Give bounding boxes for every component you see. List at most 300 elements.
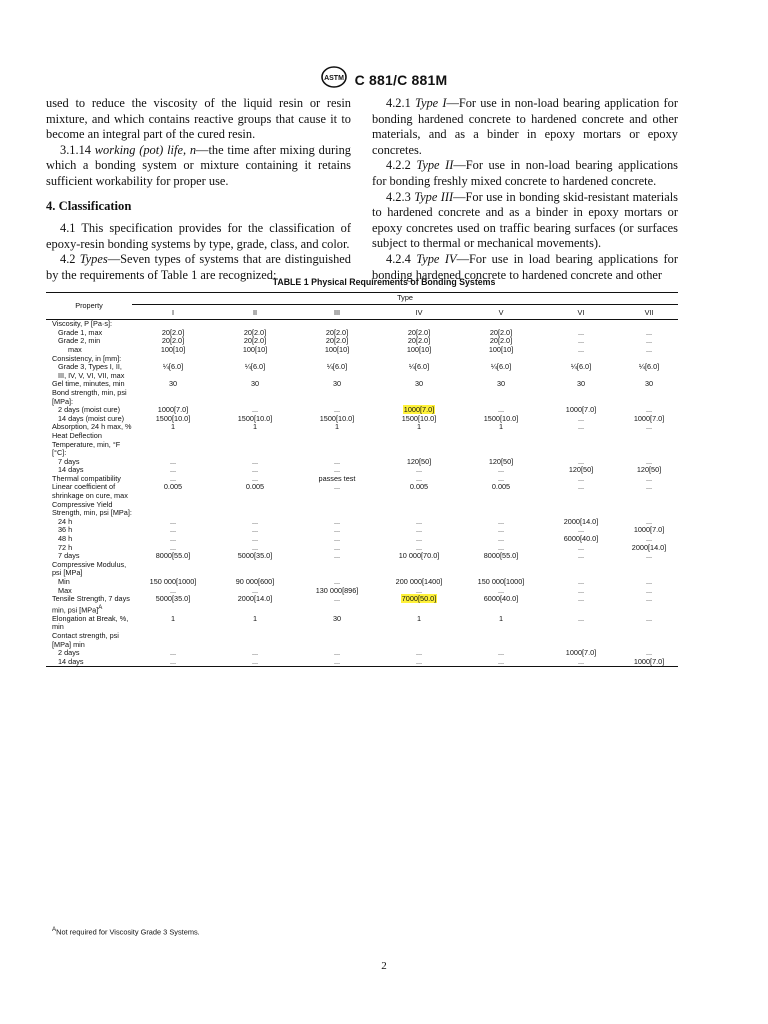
table-cell — [620, 423, 678, 432]
paragraph-3-1-14 — [46, 143, 351, 190]
cell-value: ... — [333, 594, 341, 604]
table-cell — [542, 423, 620, 432]
table-cell — [542, 483, 620, 500]
cell-value: 6000[40.0] — [563, 534, 599, 544]
type-iii-header: III — [296, 304, 378, 320]
row-label-text: Absorption, 24 h max, % — [52, 422, 132, 432]
cell-value: ... — [645, 336, 653, 346]
type-column-header: Type — [132, 293, 678, 305]
cell-value: ... — [645, 648, 653, 658]
paragraph-text: —For use in non-load bearing application for bonding hardened concrete to hardened concrete and other materials, and as a binder in epoxy mortars or epoxy concretes. — [372, 96, 678, 157]
cell-value: 1 — [170, 613, 176, 623]
cell-value: 20[2.0] — [161, 327, 185, 337]
section-number: 4.2.2 — [386, 158, 417, 173]
table-cell — [460, 380, 542, 389]
table-cell — [378, 483, 460, 500]
cell-value: ... — [497, 525, 505, 535]
row-label-text: 2 days (moist cure) — [58, 405, 121, 415]
table-row — [46, 615, 678, 632]
type-term: Type I — [414, 96, 447, 110]
cell-value: ... — [333, 465, 341, 475]
cell-value: 5000[35.0] — [155, 594, 191, 604]
table-cell — [214, 483, 296, 500]
cell-value: ¼[6.0] — [638, 362, 660, 372]
table-cell — [132, 658, 214, 667]
table-footnote — [52, 926, 200, 936]
table-row — [46, 363, 678, 380]
cell-value: 0.005 — [163, 482, 183, 492]
table-cell — [620, 389, 678, 406]
row-label-text: Min — [58, 577, 70, 586]
cell-value: ... — [645, 422, 653, 432]
table-cell — [378, 432, 460, 458]
cell-value: ... — [333, 534, 341, 544]
cell-value: ... — [251, 648, 259, 658]
table-cell — [460, 615, 542, 632]
table-cell — [542, 658, 620, 667]
cell-value: 0.005 — [491, 482, 511, 492]
table-cell — [214, 346, 296, 355]
table-cell — [132, 380, 214, 389]
row-label — [46, 632, 132, 649]
cell-value: 100[10] — [406, 344, 432, 354]
cell-value: ... — [333, 525, 341, 535]
cell-value: ... — [333, 516, 341, 526]
row-label — [46, 595, 132, 615]
footnote-marker: A — [52, 926, 57, 933]
table-cell — [620, 501, 678, 518]
table-cell — [460, 552, 542, 561]
table-cell — [214, 552, 296, 561]
cell-value: 100[10] — [160, 344, 186, 354]
cell-value: ... — [577, 473, 585, 483]
page-header — [0, 66, 768, 93]
table-cell — [542, 380, 620, 389]
cell-value: ... — [169, 585, 177, 595]
cell-value: ... — [645, 585, 653, 595]
row-label — [46, 501, 132, 518]
row-label — [46, 615, 132, 632]
cell-value: 30 — [576, 379, 586, 389]
cell-value: ... — [645, 473, 653, 483]
cell-value: ... — [645, 482, 653, 492]
cell-value: 100[10] — [488, 344, 514, 354]
cell-value: ... — [415, 516, 423, 526]
row-label-text: 24 h — [58, 516, 73, 526]
cell-value: 120[50] — [568, 465, 594, 475]
cell-value: ... — [333, 656, 341, 666]
table-cell — [460, 423, 542, 432]
cell-value: passes test — [318, 473, 356, 483]
table-row — [46, 483, 678, 500]
cell-value: ... — [415, 465, 423, 475]
table-cell — [620, 363, 678, 380]
cell-value: ... — [497, 585, 505, 595]
table-cell — [542, 432, 620, 458]
table-cell — [542, 552, 620, 561]
row-label-text: Gel time, minutes, min — [52, 379, 125, 389]
row-label-text: 14 days — [58, 656, 84, 666]
cell-value: 1 — [170, 422, 176, 432]
left-column — [46, 96, 351, 284]
cell-value: ¼[6.0] — [570, 362, 592, 372]
paragraph-text: —For use in non-load bearing applications for bonding freshly mixed concrete to hardened concrete. — [372, 158, 678, 188]
table-cell — [296, 483, 378, 500]
table-cell — [378, 423, 460, 432]
defined-term: Types — [79, 252, 108, 267]
table-cell — [460, 363, 542, 380]
cell-value: 1000[7.0] — [157, 405, 189, 415]
row-label — [46, 658, 132, 667]
table-cell — [620, 615, 678, 632]
row-label — [46, 561, 132, 578]
cell-value: 1500[10.0] — [483, 413, 519, 423]
row-label — [46, 363, 132, 380]
table-cell — [214, 432, 296, 458]
table-cell — [132, 561, 214, 578]
cell-value: ... — [333, 456, 341, 466]
section-number: 4.2.1 — [386, 96, 415, 110]
table-cell — [460, 483, 542, 500]
table-cell — [296, 632, 378, 649]
cell-value: ... — [333, 551, 341, 561]
row-label — [46, 483, 132, 500]
cell-value: ... — [577, 525, 585, 535]
table-cell — [296, 389, 378, 406]
table-title: TABLE 1 Physical Requirements of Bonding Systems — [272, 277, 496, 287]
paragraph-text: —For use in load bearing applications for bonding hardened concrete to hardened concrete and other — [372, 251, 678, 282]
cell-value: 1 — [334, 422, 340, 432]
cell-value: 1000[7.0] — [633, 656, 665, 666]
table-cell — [542, 346, 620, 355]
cell-value: 90 000[600] — [235, 577, 275, 586]
cell-value: ¼[6.0] — [326, 362, 348, 372]
cell-value: 30 — [414, 379, 424, 389]
cell-value: ... — [251, 465, 259, 475]
requirements-table — [46, 292, 678, 667]
cell-value: 20[2.0] — [325, 327, 349, 337]
type-iv-header: IV — [378, 304, 460, 320]
cell-value: 10 000[70.0] — [398, 551, 440, 561]
cell-value: ... — [497, 542, 505, 552]
cell-value: 1000[7.0] — [403, 405, 435, 415]
cell-value: ... — [251, 585, 259, 595]
cell-value: ... — [645, 327, 653, 337]
cell-value: 2000[14.0] — [237, 594, 273, 604]
table-cell — [296, 432, 378, 458]
table-cell — [214, 615, 296, 632]
cell-value: ... — [251, 542, 259, 552]
table-cell — [132, 363, 214, 380]
table-row — [46, 595, 678, 615]
requirements-table-container — [46, 292, 678, 667]
cell-value: 8000[55.0] — [483, 551, 519, 561]
cell-value: 120[50] — [488, 456, 514, 466]
cell-value: ... — [169, 534, 177, 544]
table-cell — [460, 658, 542, 667]
page-number: 2 — [381, 960, 387, 972]
cell-value: ... — [169, 656, 177, 666]
cell-value: ... — [577, 613, 585, 623]
table-cell — [460, 432, 542, 458]
table-cell — [620, 561, 678, 578]
type-vi-header: VI — [542, 304, 620, 320]
table-cell — [132, 615, 214, 632]
table-cell — [542, 632, 620, 649]
type-vii-header: VII — [620, 304, 678, 320]
table-cell — [214, 389, 296, 406]
row-label — [46, 389, 132, 406]
cell-value: ... — [415, 648, 423, 658]
section-number: 3.1.14 — [60, 142, 95, 157]
table-cell — [214, 658, 296, 667]
cell-value: ... — [497, 656, 505, 666]
table-cell — [132, 632, 214, 649]
cell-value: ... — [415, 656, 423, 666]
table-cell — [378, 658, 460, 667]
cell-value: ... — [497, 534, 505, 544]
cell-value: 6000[40.0] — [483, 594, 519, 604]
table-row — [46, 389, 678, 406]
cell-value: ... — [251, 534, 259, 544]
row-label-text: 36 h — [58, 525, 73, 535]
row-label-text: max — [68, 344, 82, 354]
cell-value: ... — [169, 473, 177, 483]
row-label-text: 72 h — [58, 542, 73, 552]
cell-value: ... — [645, 613, 653, 623]
table-cell — [460, 632, 542, 649]
table-cell — [542, 501, 620, 518]
cell-value: 30 — [332, 613, 342, 623]
table-cell — [460, 501, 542, 518]
cell-value: 1 — [416, 422, 422, 432]
cell-value: ... — [577, 327, 585, 337]
cell-value: ... — [645, 516, 653, 526]
row-label-text: 14 days (moist cure) — [58, 413, 125, 423]
table-cell — [542, 595, 620, 615]
cell-value: 7000[50.0] — [401, 594, 437, 604]
table-cell — [460, 595, 542, 615]
footnote-text: Not required for Viscosity Grade 3 Systems. — [56, 927, 200, 937]
cell-value: 150 000[1000] — [149, 577, 197, 586]
table-cell — [620, 552, 678, 561]
table-cell — [214, 423, 296, 432]
table-cell — [132, 483, 214, 500]
table-cell — [214, 561, 296, 578]
table-cell — [296, 615, 378, 632]
paragraph-diluent-continuation: used to reduce the viscosity of the liquid resin or resin mixture, and which contains reactive groups that cause it to become an integral part of the cured resin. — [46, 96, 351, 142]
cell-value: 8000[55.0] — [155, 551, 191, 561]
cell-value: 1000[7.0] — [633, 413, 665, 423]
cell-value: ¼[6.0] — [244, 362, 266, 372]
table-cell — [542, 615, 620, 632]
cell-value: 130 000[896] — [315, 585, 359, 595]
cell-value: 120[50] — [406, 456, 432, 466]
cell-value: ... — [251, 405, 259, 415]
table-cell — [378, 346, 460, 355]
cell-value: ... — [645, 577, 653, 586]
cell-value: ... — [169, 516, 177, 526]
row-label-text: Tensile Strength, 7 days min, psi [MPa] — [52, 594, 130, 615]
cell-value: ... — [415, 525, 423, 535]
cell-value: ... — [577, 542, 585, 552]
paragraph-text: —Seven types of systems that are distinguished by the requirements of Table 1 are recognized: — [46, 252, 352, 282]
table-row — [46, 658, 678, 667]
cell-value: ... — [645, 594, 653, 604]
cell-value: ... — [577, 336, 585, 346]
table-cell — [132, 423, 214, 432]
cell-value: ... — [577, 413, 585, 423]
svg-text:ASTM: ASTM — [323, 75, 344, 82]
cell-value: ... — [497, 473, 505, 483]
row-label-text: Bond strength, min, psi [MPa]: — [52, 387, 127, 406]
cell-value: 120[50] — [636, 465, 662, 475]
cell-value: ... — [577, 594, 585, 604]
cell-value: 1000[7.0] — [565, 648, 597, 658]
cell-value: ... — [333, 577, 341, 586]
table-cell — [214, 380, 296, 389]
cell-value: 30 — [168, 379, 178, 389]
cell-value: 1 — [498, 613, 504, 623]
cell-value: 1000[7.0] — [565, 405, 597, 415]
cell-value: ... — [251, 525, 259, 535]
cell-value: ... — [645, 405, 653, 415]
cell-value: ... — [497, 648, 505, 658]
table-cell — [542, 363, 620, 380]
table-cell — [132, 432, 214, 458]
table-cell — [460, 561, 542, 578]
cell-value: 30 — [496, 379, 506, 389]
table-cell — [296, 380, 378, 389]
paragraph-4-1: 4.1 This specification provides for the classification of epoxy-resin bonding systems by type, grade, class, and color. — [46, 221, 351, 251]
cell-value: 1 — [252, 422, 258, 432]
cell-value: 150 000[1000] — [477, 577, 525, 586]
cell-value: 30 — [332, 379, 342, 389]
cell-value: 100[10] — [242, 344, 268, 354]
table-cell — [296, 595, 378, 615]
table-cell — [296, 423, 378, 432]
row-label-text: Compressive Yield Strength, min, psi [MPa]: — [52, 499, 132, 518]
row-label-text: Grade 1, max — [58, 327, 103, 337]
row-label-text: Elongation at Break, %, min — [52, 613, 129, 632]
type-ii-header: II — [214, 304, 296, 320]
footnote-reference: A — [98, 603, 103, 611]
table-cell — [132, 346, 214, 355]
row-label-text: Max — [58, 585, 72, 595]
cell-value: ... — [645, 534, 653, 544]
cell-value: 1500[10.0] — [155, 413, 191, 423]
cell-value: ... — [169, 542, 177, 552]
cell-value: 1 — [252, 613, 258, 623]
cell-value: ... — [497, 516, 505, 526]
table-cell — [378, 615, 460, 632]
cell-value: 0.005 — [245, 482, 265, 492]
cell-value: 20[2.0] — [489, 336, 513, 346]
table-cell — [542, 561, 620, 578]
table-cell — [132, 501, 214, 518]
section-number: 4.2.4 — [386, 251, 417, 266]
table-cell — [378, 389, 460, 406]
cell-value: ... — [415, 534, 423, 544]
table-cell — [460, 389, 542, 406]
table-cell — [620, 658, 678, 667]
cell-value: ... — [497, 465, 505, 475]
type-term: Type II — [416, 158, 454, 173]
paragraph-4-2-3 — [372, 190, 678, 252]
table-cell — [296, 658, 378, 667]
cell-value: 1500[10.0] — [401, 413, 437, 423]
cell-value: ... — [577, 456, 585, 466]
cell-value: 1500[10.0] — [319, 413, 355, 423]
row-label-text: Heat Deflection Temperature, min, °F [°C]: — [52, 430, 121, 458]
cell-value: ... — [577, 585, 585, 595]
row-label-text: Contact strength, psi [MPa] min — [52, 630, 119, 649]
cell-value: ... — [415, 542, 423, 552]
standard-designation: C 881/C 881M — [354, 71, 448, 88]
table-cell — [296, 363, 378, 380]
type-i-header: I — [132, 304, 214, 320]
cell-value: ... — [645, 456, 653, 466]
section-number: 4.2.3 — [386, 189, 415, 204]
table-row — [46, 561, 678, 578]
cell-value: 5000[35.0] — [237, 551, 273, 561]
table-cell — [378, 552, 460, 561]
cell-value: ... — [497, 405, 505, 415]
table-cell — [460, 346, 542, 355]
section-number: 4.2 — [60, 252, 80, 267]
table-cell — [378, 632, 460, 649]
cell-value: ... — [333, 405, 341, 415]
cell-value: 20[2.0] — [407, 336, 431, 346]
table-cell — [132, 389, 214, 406]
table-cell — [542, 389, 620, 406]
cell-value: ... — [251, 656, 259, 666]
table-cell — [378, 595, 460, 615]
cell-value: ... — [251, 473, 259, 483]
cell-value: ... — [577, 656, 585, 666]
row-label-text: Grade 2, min — [58, 336, 101, 346]
table-cell — [378, 363, 460, 380]
paragraph-4-2-1 — [372, 96, 678, 158]
table-cell — [214, 501, 296, 518]
table-cell — [620, 632, 678, 649]
cell-value: 1 — [416, 613, 422, 623]
row-label-text: 48 h — [58, 534, 73, 544]
cell-value: 100[10] — [324, 344, 350, 354]
cell-value: 20[2.0] — [407, 327, 431, 337]
table-cell — [296, 552, 378, 561]
cell-value: 2000[14.0] — [631, 542, 667, 552]
paragraph-4-2-2 — [372, 158, 678, 189]
table-row — [46, 423, 678, 432]
cell-value: 1000[7.0] — [633, 525, 665, 535]
cell-value: ... — [415, 473, 423, 483]
table-cell — [378, 380, 460, 389]
table-row — [46, 346, 678, 355]
cell-value: 2000[14.0] — [563, 516, 599, 526]
cell-value: ¼[6.0] — [490, 362, 512, 372]
table-cell — [214, 595, 296, 615]
cell-value: ... — [577, 344, 585, 354]
cell-value: ... — [577, 551, 585, 561]
table-cell — [132, 552, 214, 561]
row-label — [46, 432, 132, 458]
table-cell — [620, 595, 678, 615]
defined-term: working (pot) life, n — [94, 142, 197, 157]
table-cell — [296, 346, 378, 355]
table-cell — [620, 483, 678, 500]
cell-value: ... — [169, 465, 177, 475]
